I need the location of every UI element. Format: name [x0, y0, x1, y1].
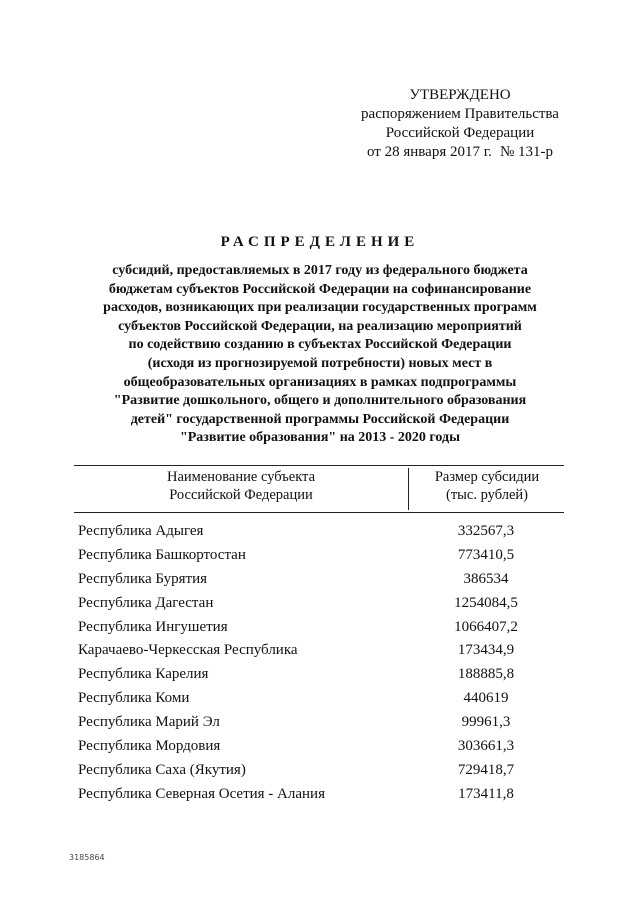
table-body [74, 520, 564, 807]
subsidy-table [74, 465, 564, 802]
document-title: РАСПРЕДЕЛЕНИЕ [220, 234, 420, 250]
approval-line-2: Российской Федерации [385, 125, 535, 141]
subsidy-value: 332567,3 [457, 523, 515, 539]
region-name: Республика Северная Осетия - Алания [78, 785, 325, 802]
region-name: Карачаево-Черкесская Республика [78, 642, 298, 659]
table-header [74, 465, 564, 513]
subsidy-value: 173434,9 [457, 642, 515, 659]
table-row [74, 520, 564, 544]
subsidy-value: 773410,5 [457, 546, 515, 563]
subsidy-value: 440619 [463, 690, 509, 707]
table-row [74, 568, 564, 592]
table-row [74, 616, 564, 640]
header-region-name-line-2: Российской Федерации [169, 487, 313, 503]
header-subsidy-amount-line-1: Размер субсидии [434, 469, 540, 485]
subtitle-line: субъектов Российской Федерации, на реализацию мероприятий [118, 318, 522, 334]
table-row [74, 735, 564, 759]
table-row [74, 544, 564, 568]
header-subsidy-amount [408, 468, 565, 510]
subsidy-value: 188885,8 [457, 666, 515, 683]
header-subsidy-amount-line-2: (тыс. рублей) [446, 487, 528, 503]
region-name: Республика Бурятия [78, 570, 208, 587]
region-name: Республика Мордовия [78, 738, 221, 755]
subtitle-line: бюджетам субъектов Российской Федерации на софинансирование [108, 281, 532, 297]
table-row [74, 663, 564, 687]
subsidy-value: 303661,3 [457, 738, 515, 755]
subsidy-value: 386534 [463, 570, 509, 587]
table-row [74, 759, 564, 783]
region-name: Республика Адыгея [78, 523, 204, 539]
subsidy-value: 99961,3 [461, 714, 511, 731]
header-region-name [74, 468, 408, 504]
approval-line-1: распоряжением Правительства [361, 106, 559, 122]
region-name: Республика Башкортостан [78, 546, 246, 563]
subtitle-line: по содействию созданию в субъектах Российской Федерации [128, 337, 512, 353]
header-region-name-line-1: Наименование субъекта [166, 469, 316, 485]
table-row [74, 783, 564, 807]
subtitle-line: расходов, возникающих при реализации государственных программ [103, 300, 537, 316]
subsidy-value: 1254084,5 [454, 594, 518, 611]
region-name: Республика Карелия [78, 666, 209, 683]
approval-number: № 131-р [499, 144, 553, 160]
subtitle-line: субсидий, предоставляемых в 2017 году из федерального бюджета [112, 263, 528, 278]
table-row [74, 711, 564, 735]
subtitle-line: (исходя из прогнозируемой потребности) новых мест в [147, 355, 493, 371]
approval-line-3 [330, 143, 590, 162]
approval-date: от 28 января 2017 г. [367, 144, 492, 160]
subtitle-line: "Развитие дошкольного, общего и дополнительного образования [113, 393, 527, 409]
table-row [74, 687, 564, 711]
region-name: Республика Коми [78, 690, 190, 707]
approval-block [330, 86, 590, 162]
table-row [74, 639, 564, 663]
region-name: Республика Ингушетия [78, 618, 228, 635]
subsidy-value: 729418,7 [457, 761, 515, 778]
table-row [74, 592, 564, 616]
region-name: Республика Дагестан [78, 594, 214, 611]
region-name: Республика Саха (Якутия) [78, 761, 246, 778]
document-subtitle [60, 262, 580, 448]
approval-heading: УТВЕРЖДЕНО [409, 87, 511, 103]
document-id: 3185864 [69, 853, 105, 862]
subsidy-value: 173411,8 [458, 785, 514, 802]
subtitle-line: детей" государственной программы Российской Федерации [130, 411, 510, 427]
region-name: Республика Марий Эл [78, 714, 220, 731]
subtitle-line: "Развитие образования" на 2013 - 2020 годы [179, 430, 461, 446]
subtitle-line: общеобразовательных организациях в рамках подпрограммы [123, 374, 517, 390]
subsidy-value: 1066407,2 [454, 618, 518, 635]
